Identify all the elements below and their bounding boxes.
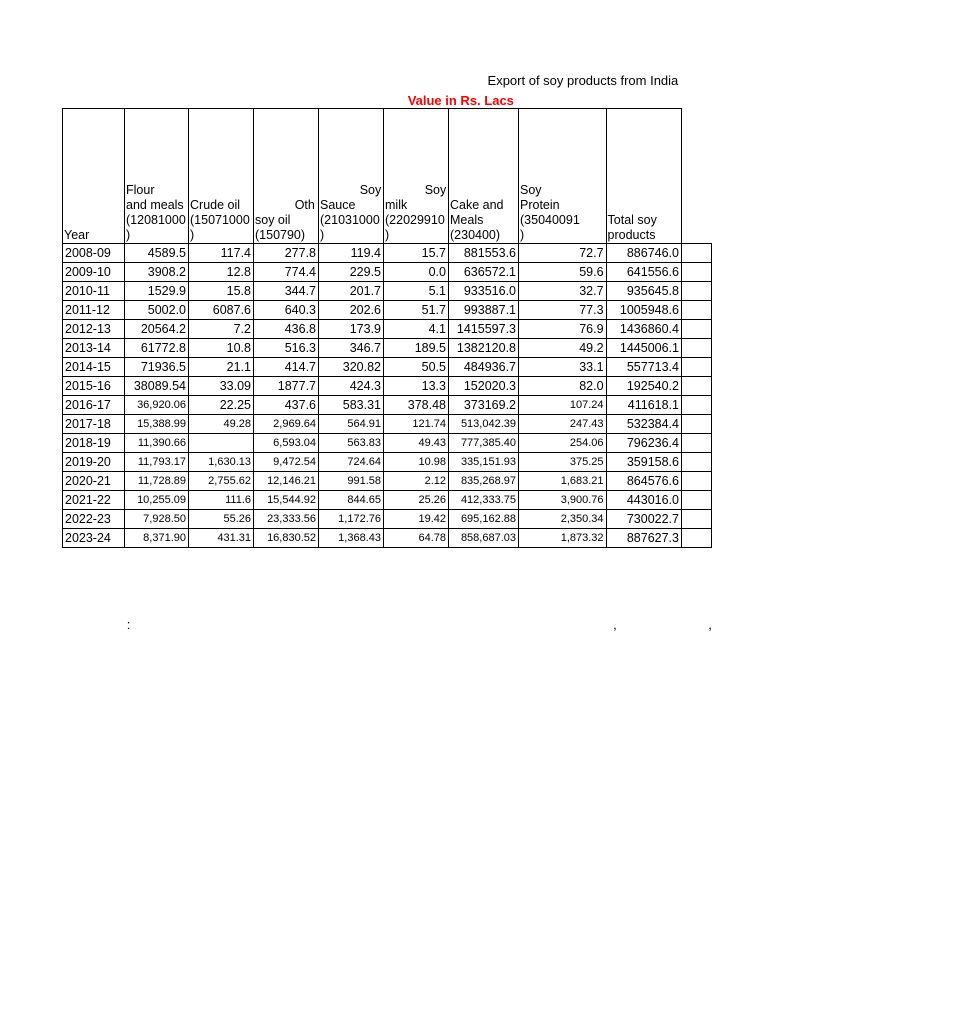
empty-cell xyxy=(681,282,711,301)
value-cell: 77.3 xyxy=(519,301,607,320)
value-cell: 1005948.6 xyxy=(606,301,681,320)
value-cell: 436.8 xyxy=(254,320,319,339)
page-title: ᅟᅟᅟᅟ ᅟᅟ ᅟᅟᅟᅟᅟᅟᅟ ᅟᅟᅟᅟᅟᅟᅟᅟᅟ ᅟᅟ ᅟᅟᅟᅟᅟᅟᅟᅟ Export of soy products from India xyxy=(64,73,679,88)
empty-cell xyxy=(681,396,711,415)
value-cell: 15.7 xyxy=(384,244,449,263)
value-cell: 935645.8 xyxy=(606,282,681,301)
header-soy-protein: ᅟᅟᅟᅟ ᅟᅟᅟᅟᅟᅟᅟ Soy Protein (35040091 ) xyxy=(519,109,607,244)
value-cell: 777,385.40 xyxy=(449,434,519,453)
value-cell: 25.26 xyxy=(384,491,449,510)
table-row xyxy=(63,472,712,491)
value-cell: 4.1 xyxy=(384,320,449,339)
year-cell: 2022-23 xyxy=(63,510,125,529)
table-row xyxy=(63,282,712,301)
value-cell: 1,368.43 xyxy=(319,529,384,548)
year-cell: 2009-10 xyxy=(63,263,125,282)
value-cell: 21.1 xyxy=(189,358,254,377)
value-cell: 33.09 xyxy=(189,377,254,396)
table-row xyxy=(63,529,712,548)
value-cell: 11,793.17 xyxy=(125,453,189,472)
year-cell: 2008-09 xyxy=(63,244,125,263)
value-cell: 1445006.1 xyxy=(606,339,681,358)
table-row xyxy=(63,491,712,510)
value-cell: 412,333.75 xyxy=(449,491,519,510)
empty-cell xyxy=(681,377,711,396)
value-cell: 202.6 xyxy=(319,301,384,320)
year-cell: 2023-24 xyxy=(63,529,125,548)
value-cell: 346.7 xyxy=(319,339,384,358)
table-row xyxy=(63,358,712,377)
value-cell: 443016.0 xyxy=(606,491,681,510)
value-cell: 72.7 xyxy=(519,244,607,263)
header-soy-milk: ᅟᅟᅟᅟ ᅟᅟᅟ Soy milk (22029910 ) xyxy=(384,109,449,244)
value-cell: 563.83 xyxy=(319,434,384,453)
value-cell: 152020.3 xyxy=(449,377,519,396)
value-cell: 23,333.56 xyxy=(254,510,319,529)
value-unit-label: ᅟᅟᅟ ᅟᅟᅟᅟᅟ Value in Rs. Lacs xyxy=(300,93,514,108)
value-cell: 1415597.3 xyxy=(449,320,519,339)
value-cell: 64.78 xyxy=(384,529,449,548)
value-cell: 774.4 xyxy=(254,263,319,282)
value-cell: 189.5 xyxy=(384,339,449,358)
source-note: ᅟᅟᅟᅟᅟ: ᅟᅟᅟᅟᅟᅟᅟᅟᅟ ᅟᅟᅟᅟᅟᅟ ᅟᅟ ᅟᅟᅟᅟᅟᅟᅟᅟᅟ ᅟᅟᅟᅟᅟᅟᅟᅟᅟᅟᅟ, ᅟᅟᅟᅟᅟᅟᅟ, ᅟᅟᅟᅟᅟᅟᅟ ᅟᅟᅟ ᅟᅟᅟᅟ ᅟᅟᅟᅟᅟ xyxy=(64,617,965,632)
year-cell: 2010-11 xyxy=(63,282,125,301)
value-cell: 11,728.89 xyxy=(125,472,189,491)
value-cell: 36,920.06 xyxy=(125,396,189,415)
empty-cell xyxy=(681,358,711,377)
year-cell: 2019-20 xyxy=(63,453,125,472)
header-crude-oil: ᅟᅟᅟᅟᅟ ᅟᅟᅟᅟ ᅟᅟᅟ Crude oil (15071000 ) xyxy=(189,109,254,244)
value-cell: 730022.7 xyxy=(606,510,681,529)
header-flour-meals: ᅟᅟᅟᅟ ᅟᅟᅟ Flour and meals (12081000 ) xyxy=(125,109,189,244)
value-cell: 173.9 xyxy=(319,320,384,339)
value-cell: 933516.0 xyxy=(449,282,519,301)
value-cell: 724.64 xyxy=(319,453,384,472)
value-cell: 991.58 xyxy=(319,472,384,491)
table-row xyxy=(63,510,712,529)
value-cell: 6,593.04 xyxy=(254,434,319,453)
empty-cell xyxy=(681,472,711,491)
value-cell: 359158.6 xyxy=(606,453,681,472)
value-cell: 19.42 xyxy=(384,510,449,529)
value-cell: 378.48 xyxy=(384,396,449,415)
table-row xyxy=(63,244,712,263)
value-cell: 119.4 xyxy=(319,244,384,263)
value-cell: 49.43 xyxy=(384,434,449,453)
value-cell: 38089.54 xyxy=(125,377,189,396)
empty-cell xyxy=(681,415,711,434)
value-cell: 437.6 xyxy=(254,396,319,415)
value-cell: 229.5 xyxy=(319,263,384,282)
empty-cell xyxy=(681,320,711,339)
value-cell: 636572.1 xyxy=(449,263,519,282)
value-cell: 375.25 xyxy=(519,453,607,472)
value-cell: 887627.3 xyxy=(606,529,681,548)
value-cell: 2,350.34 xyxy=(519,510,607,529)
value-cell: 16,830.52 xyxy=(254,529,319,548)
header-cake-meals: ᅟᅟᅟᅟ ᅟᅟᅟ Cake and Meals (230400) xyxy=(449,109,519,244)
value-cell: 2.12 xyxy=(384,472,449,491)
value-cell: 796236.4 xyxy=(606,434,681,453)
value-cell: 3908.2 xyxy=(125,263,189,282)
table-row xyxy=(63,453,712,472)
value-cell: 5.1 xyxy=(384,282,449,301)
value-cell: 22.25 xyxy=(189,396,254,415)
value-cell: 50.5 xyxy=(384,358,449,377)
value-cell: 8,371.90 xyxy=(125,529,189,548)
value-cell: 881553.6 xyxy=(449,244,519,263)
value-cell: 15,388.99 xyxy=(125,415,189,434)
value-cell: 1436860.4 xyxy=(606,320,681,339)
empty-cell xyxy=(681,434,711,453)
value-cell: 117.4 xyxy=(189,244,254,263)
value-cell: 844.65 xyxy=(319,491,384,510)
value-cell: 993887.1 xyxy=(449,301,519,320)
empty-cell xyxy=(681,491,711,510)
value-cell: 76.9 xyxy=(519,320,607,339)
value-cell: 82.0 xyxy=(519,377,607,396)
year-cell: 2014-15 xyxy=(63,358,125,377)
value-cell: 858,687.03 xyxy=(449,529,519,548)
empty-cell xyxy=(681,263,711,282)
empty-cell xyxy=(681,339,711,358)
value-cell: 7,928.50 xyxy=(125,510,189,529)
value-cell: 12,146.21 xyxy=(254,472,319,491)
value-cell: 886746.0 xyxy=(606,244,681,263)
value-cell: 6087.6 xyxy=(189,301,254,320)
value-cell: 32.7 xyxy=(519,282,607,301)
value-cell: 835,268.97 xyxy=(449,472,519,491)
value-cell: 254.06 xyxy=(519,434,607,453)
value-cell: 1529.9 xyxy=(125,282,189,301)
value-cell: 557713.4 xyxy=(606,358,681,377)
value-cell: 414.7 xyxy=(254,358,319,377)
table-row xyxy=(63,377,712,396)
value-cell: 373169.2 xyxy=(449,396,519,415)
value-cell: 335,151.93 xyxy=(449,453,519,472)
table-row xyxy=(63,415,712,434)
value-cell: 2,755.62 xyxy=(189,472,254,491)
value-cell: 10,255.09 xyxy=(125,491,189,510)
value-cell: 3,900.76 xyxy=(519,491,607,510)
value-cell: 10.98 xyxy=(384,453,449,472)
year-cell: 2011-12 xyxy=(63,301,125,320)
value-cell: 532384.4 xyxy=(606,415,681,434)
value-cell: 1,873.32 xyxy=(519,529,607,548)
soy-exports-table xyxy=(62,108,712,548)
table-row xyxy=(63,263,712,282)
value-cell: 15.8 xyxy=(189,282,254,301)
value-cell: 55.26 xyxy=(189,510,254,529)
header-empty xyxy=(681,109,711,244)
year-cell: 2012-13 xyxy=(63,320,125,339)
value-cell: 431.31 xyxy=(189,529,254,548)
value-cell: 107.24 xyxy=(519,396,607,415)
table-row xyxy=(63,396,712,415)
value-cell: 864576.6 xyxy=(606,472,681,491)
value-cell: 192540.2 xyxy=(606,377,681,396)
value-cell: 424.3 xyxy=(319,377,384,396)
header-year: ᅟᅟᅟᅟ Year xyxy=(63,109,125,244)
value-cell: 51.7 xyxy=(384,301,449,320)
empty-cell xyxy=(681,244,711,263)
year-cell: 2021-22 xyxy=(63,491,125,510)
value-cell: 59.6 xyxy=(519,263,607,282)
value-cell: 0.0 xyxy=(384,263,449,282)
value-cell: 484936.7 xyxy=(449,358,519,377)
empty-cell xyxy=(681,510,711,529)
value-cell: 33.1 xyxy=(519,358,607,377)
value-cell: 201.7 xyxy=(319,282,384,301)
year-cell: 2018-19 xyxy=(63,434,125,453)
empty-cell xyxy=(681,529,711,548)
value-cell: 583.31 xyxy=(319,396,384,415)
value-cell: 277.8 xyxy=(254,244,319,263)
value-cell: 111.6 xyxy=(189,491,254,510)
value-cell: 2,969.64 xyxy=(254,415,319,434)
value-cell: 49.2 xyxy=(519,339,607,358)
table-row xyxy=(63,434,712,453)
table-row xyxy=(63,320,712,339)
table-body xyxy=(63,244,712,548)
value-cell: 641556.6 xyxy=(606,263,681,282)
header-other-soy-oil: ᅟᅟᅟᅟ ᅟᅟᅟᅟ ᅟᅟᅟ Oth soy oil (150790) xyxy=(254,109,319,244)
header-total: ᅟᅟᅟ ᅟᅟᅟᅟ ᅟᅟᅟᅟᅟᅟ Total soy products xyxy=(606,109,681,244)
value-cell: 320.82 xyxy=(319,358,384,377)
value-cell: 4589.5 xyxy=(125,244,189,263)
value-cell: 61772.8 xyxy=(125,339,189,358)
year-cell: 2016-17 xyxy=(63,396,125,415)
value-cell: 344.7 xyxy=(254,282,319,301)
value-cell: 695,162.88 xyxy=(449,510,519,529)
value-cell: 1,683.21 xyxy=(519,472,607,491)
empty-cell xyxy=(681,301,711,320)
table-row xyxy=(63,339,712,358)
value-cell: 7.2 xyxy=(189,320,254,339)
table-row xyxy=(63,301,712,320)
value-cell: 15,544.92 xyxy=(254,491,319,510)
value-cell: 640.3 xyxy=(254,301,319,320)
value-cell: 1,172.76 xyxy=(319,510,384,529)
empty-cell xyxy=(681,453,711,472)
year-cell: 2013-14 xyxy=(63,339,125,358)
value-cell: 49.28 xyxy=(189,415,254,434)
value-cell: 9,472.54 xyxy=(254,453,319,472)
header-row xyxy=(63,109,712,244)
value-cell: 411618.1 xyxy=(606,396,681,415)
year-cell: 2015-16 xyxy=(63,377,125,396)
header-soy-sauce: ᅟᅟᅟᅟ ᅟᅟᅟ Soy Sauce (21031000 ) xyxy=(319,109,384,244)
value-cell: 12.8 xyxy=(189,263,254,282)
value-cell: 1382120.8 xyxy=(449,339,519,358)
value-cell: 71936.5 xyxy=(125,358,189,377)
year-cell: 2020-21 xyxy=(63,472,125,491)
value-cell: 247.43 xyxy=(519,415,607,434)
value-cell: 121.74 xyxy=(384,415,449,434)
value-cell: 1,630.13 xyxy=(189,453,254,472)
value-cell: 10.8 xyxy=(189,339,254,358)
value-cell: 513,042.39 xyxy=(449,415,519,434)
value-cell: 516.3 xyxy=(254,339,319,358)
value-cell: 20564.2 xyxy=(125,320,189,339)
value-cell: 13.3 xyxy=(384,377,449,396)
value-cell: 564.91 xyxy=(319,415,384,434)
value-cell: 1877.7 xyxy=(254,377,319,396)
year-cell: 2017-18 xyxy=(63,415,125,434)
value-cell xyxy=(189,434,254,453)
value-cell: 5002.0 xyxy=(125,301,189,320)
value-cell: 11,390.66 xyxy=(125,434,189,453)
